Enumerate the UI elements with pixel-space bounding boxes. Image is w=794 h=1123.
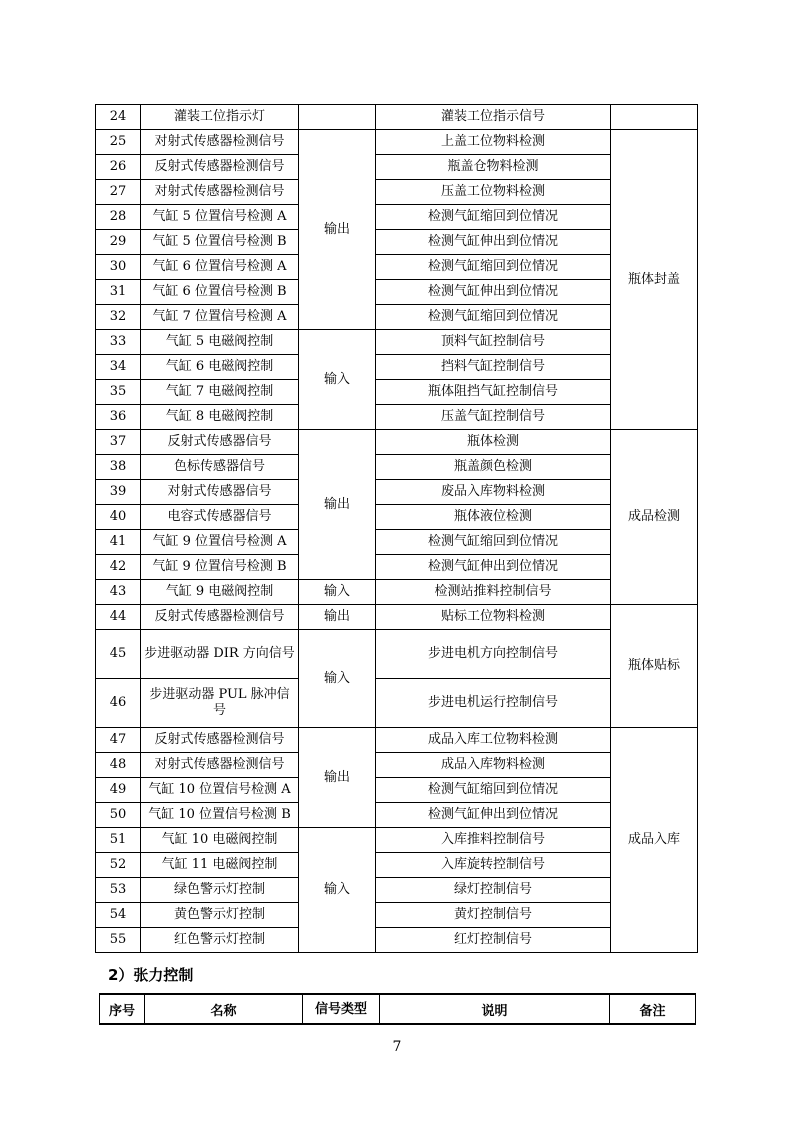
signal-description: 绿灯控制信号 [376,878,611,903]
signal-type: 输出 [299,130,376,330]
signal-description: 瓶体液位检测 [376,505,611,530]
table-row [96,605,698,630]
row-number: 37 [96,430,141,455]
signal-description: 检测气缸缩回到位情况 [376,778,611,803]
column-header-signal-type: 信号类型 [303,994,380,1024]
row-number: 25 [96,130,141,155]
table-row [96,330,698,355]
signal-name: 对射式传感器检测信号 [141,130,299,155]
signal-name: 气缸 9 电磁阀控制 [141,580,299,605]
row-number: 40 [96,505,141,530]
signal-description: 检测站推料控制信号 [376,580,611,605]
signal-name: 气缸 10 位置信号检测 B [141,803,299,828]
row-number: 42 [96,555,141,580]
signal-description: 步进电机运行控制信号 [376,679,611,728]
signal-description: 瓶体检测 [376,430,611,455]
signal-name: 电容式传感器信号 [141,505,299,530]
signal-name: 对射式传感器信号 [141,480,299,505]
row-number: 48 [96,753,141,778]
signal-description: 检测气缸伸出到位情况 [376,230,611,255]
signal-name: 反射式传感器检测信号 [141,728,299,753]
row-number: 32 [96,305,141,330]
signal-description: 挡料气缸控制信号 [376,355,611,380]
signal-description: 检测气缸伸出到位情况 [376,803,611,828]
row-number: 44 [96,605,141,630]
table-row [96,280,698,305]
row-number: 26 [96,155,141,180]
row-number: 55 [96,928,141,953]
signal-name: 对射式传感器检测信号 [141,180,299,205]
signal-name: 黄色警示灯控制 [141,903,299,928]
signal-name: 反射式传感器检测信号 [141,605,299,630]
row-number: 33 [96,330,141,355]
signal-name: 气缸 10 位置信号检测 A [141,778,299,803]
io-signal-table [95,104,698,953]
table-row [96,853,698,878]
row-number: 35 [96,380,141,405]
signal-description: 废品入库物料检测 [376,480,611,505]
signal-name: 气缸 8 电磁阀控制 [141,405,299,430]
signal-description: 上盖工位物料检测 [376,130,611,155]
row-number: 41 [96,530,141,555]
table-row [96,679,698,728]
signal-name: 气缸 5 位置信号检测 A [141,205,299,230]
row-number: 47 [96,728,141,753]
signal-type: 输出 [299,605,376,630]
signal-description: 成品入库工位物料检测 [376,728,611,753]
table-row [96,380,698,405]
table-row [96,230,698,255]
signal-description: 检测气缸伸出到位情况 [376,555,611,580]
table-row [96,903,698,928]
table-row [96,530,698,555]
table-row [96,928,698,953]
row-number: 46 [96,679,141,728]
table-row [96,405,698,430]
row-number: 27 [96,180,141,205]
table-row [96,180,698,205]
table-row [96,778,698,803]
remark: 成品检测 [611,430,698,605]
signal-name: 色标传感器信号 [141,455,299,480]
signal-description: 灌装工位指示信号 [376,105,611,130]
table-row [96,430,698,455]
row-number: 39 [96,480,141,505]
signal-name: 气缸 7 位置信号检测 A [141,305,299,330]
signal-type: 输出 [299,430,376,580]
signal-name: 气缸 11 电磁阀控制 [141,853,299,878]
signal-name: 绿色警示灯控制 [141,878,299,903]
table-row [96,205,698,230]
signal-name: 灌装工位指示灯 [141,105,299,130]
row-number: 28 [96,205,141,230]
table-row [96,505,698,530]
signal-name: 反射式传感器信号 [141,430,299,455]
row-number: 31 [96,280,141,305]
column-header-name: 名称 [145,994,303,1024]
signal-description: 成品入库物料检测 [376,753,611,778]
signal-name: 气缸 7 电磁阀控制 [141,380,299,405]
signal-description: 入库旋转控制信号 [376,853,611,878]
signal-name: 红色警示灯控制 [141,928,299,953]
signal-description: 检测气缸缩回到位情况 [376,255,611,280]
signal-name: 气缸 5 电磁阀控制 [141,330,299,355]
remark [611,105,698,130]
signal-description: 检测气缸伸出到位情况 [376,280,611,305]
signal-type: 输出 [299,728,376,828]
row-number: 24 [96,105,141,130]
remark: 成品入库 [611,728,698,953]
table-row [96,355,698,380]
row-number: 50 [96,803,141,828]
row-number: 45 [96,630,141,679]
signal-description: 顶料气缸控制信号 [376,330,611,355]
table-row [96,455,698,480]
table-row [96,105,698,130]
signal-name: 步进驱动器 PUL 脉冲信号 [141,679,299,728]
table-row [96,753,698,778]
table-row [96,828,698,853]
row-number: 54 [96,903,141,928]
row-number: 30 [96,255,141,280]
signal-name: 气缸 5 位置信号检测 B [141,230,299,255]
signal-name: 气缸 6 电磁阀控制 [141,355,299,380]
signal-name: 气缸 10 电磁阀控制 [141,828,299,853]
row-number: 52 [96,853,141,878]
signal-name: 气缸 9 位置信号检测 A [141,530,299,555]
remark: 瓶体贴标 [611,605,698,728]
signal-type [299,105,376,130]
page-number: 7 [392,1039,402,1055]
row-number: 51 [96,828,141,853]
signal-description: 黄灯控制信号 [376,903,611,928]
table-row [96,130,698,155]
signal-description: 红灯控制信号 [376,928,611,953]
column-header-remark: 备注 [610,994,696,1024]
row-number: 36 [96,405,141,430]
table-row [96,580,698,605]
table-row [96,555,698,580]
signal-description: 检测气缸缩回到位情况 [376,205,611,230]
row-number: 38 [96,455,141,480]
remark: 瓶体封盖 [611,130,698,430]
table-row [96,155,698,180]
signal-name: 步进驱动器 DIR 方向信号 [141,630,299,679]
column-header-description: 说明 [380,994,610,1024]
signal-type: 输入 [299,580,376,605]
signal-type: 输入 [299,828,376,953]
row-number: 34 [96,355,141,380]
row-number: 53 [96,878,141,903]
signal-description: 压盖气缸控制信号 [376,405,611,430]
table-row [96,878,698,903]
table-row [96,630,698,679]
table-row [96,305,698,330]
section-heading: 2）张力控制 [108,966,194,984]
signal-description: 压盖工位物料检测 [376,180,611,205]
table-row [96,255,698,280]
signal-type: 输入 [299,330,376,430]
signal-description: 检测气缸缩回到位情况 [376,530,611,555]
table-row [96,803,698,828]
signal-type: 输入 [299,630,376,728]
row-number: 43 [96,580,141,605]
signal-description: 瓶盖颜色检测 [376,455,611,480]
table-row [96,480,698,505]
signal-description: 瓶盖仓物料检测 [376,155,611,180]
signal-name: 气缸 6 位置信号检测 A [141,255,299,280]
signal-name: 气缸 6 位置信号检测 B [141,280,299,305]
row-number: 29 [96,230,141,255]
signal-description: 入库推料控制信号 [376,828,611,853]
signal-description: 步进电机方向控制信号 [376,630,611,679]
row-number: 49 [96,778,141,803]
signal-description: 检测气缸缩回到位情况 [376,305,611,330]
signal-name: 气缸 9 位置信号检测 B [141,555,299,580]
tension-control-table-header [99,993,696,1025]
signal-name: 反射式传感器检测信号 [141,155,299,180]
signal-name: 对射式传感器检测信号 [141,753,299,778]
signal-description: 贴标工位物料检测 [376,605,611,630]
column-header-number: 序号 [100,994,145,1024]
table-row [96,728,698,753]
header-row [100,994,696,1024]
signal-description: 瓶体阻挡气缸控制信号 [376,380,611,405]
